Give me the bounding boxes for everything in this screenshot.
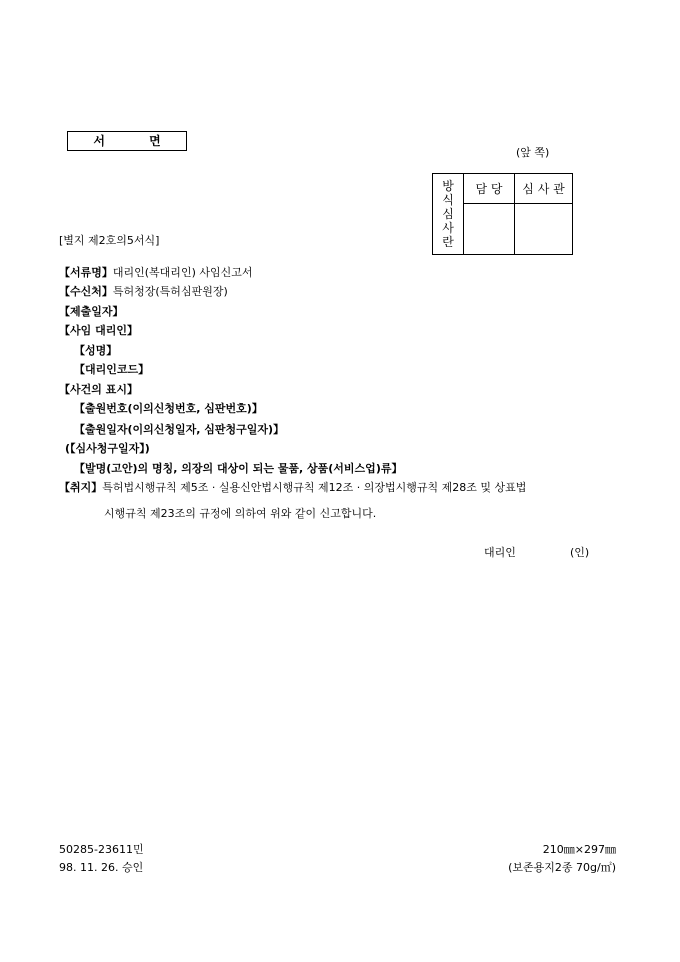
footer-paper-type: (보존용지2종 70g/㎡) (508, 861, 616, 874)
trial-date-label: (【심사청구일자】) (65, 442, 150, 455)
submit-date-label: 【제출일자】 (59, 305, 124, 318)
manager-sign-cell (464, 204, 515, 255)
recipient-label: 【수신처】 (59, 285, 113, 298)
method-label-cell (433, 174, 464, 255)
signature-agent: 대리인 (484, 546, 516, 559)
approval-col-examiner: 심 사 관 (515, 174, 573, 204)
approval-col-manager: 담 당 (464, 174, 515, 204)
purpose-text-2: 시행규칙 제23조의 규정에 의하여 위와 같이 신고합니다. (104, 507, 377, 520)
document-title: 서 면 (67, 131, 187, 151)
method-label-char: 란 (442, 235, 454, 249)
footer-approval-date: 98. 11. 26. 승인 (59, 861, 144, 874)
name-label: 【성명】 (74, 344, 118, 357)
app-number-label: 【출원번호(이의신청번호, 심판번호)】 (74, 402, 263, 415)
app-date-label: 【출원일자(이의신청일자, 심판청구일자)】 (74, 423, 285, 436)
form-number: [별지 제2호의5서식] (59, 234, 160, 247)
footer-code: 50285-23611민 (59, 843, 144, 856)
doc-name-value: 대리인(복대리인) 사임신고서 (112, 266, 253, 279)
signature-seal: (인) (570, 546, 590, 559)
recipient-value: 특허청장(특허심판원장) (112, 285, 228, 298)
doc-name-row (59, 264, 252, 280)
method-label-char: 심 (442, 207, 454, 221)
purpose-label: 【취지】 (59, 481, 103, 494)
case-label: 【사건의 표시】 (59, 383, 138, 396)
approval-box (432, 173, 573, 255)
purpose-row (59, 479, 526, 495)
page-side-label: (앞 쪽) (516, 146, 550, 159)
method-label-char: 사 (442, 221, 454, 235)
footer-paper-size: 210㎜×297㎜ (542, 843, 616, 856)
examiner-sign-cell (515, 204, 573, 255)
invention-label: 【발명(고안)의 명칭, 의장의 대상이 되는 물품, 상품(서비스업)류】 (74, 462, 403, 475)
resign-agent-label: 【사임 대리인】 (59, 324, 138, 337)
doc-name-label: 【서류명】 (59, 266, 113, 279)
purpose-text-1: 특허법시행규칙 제5조 · 실용신안법시행규칙 제12조 · 의장법시행규칙 제28조 및 상표법 (102, 481, 527, 494)
method-label-char: 방 (442, 179, 454, 193)
recipient-row (59, 283, 228, 299)
method-label-char: 식 (442, 193, 454, 207)
agent-code-label: 【대리인코드】 (74, 363, 150, 376)
